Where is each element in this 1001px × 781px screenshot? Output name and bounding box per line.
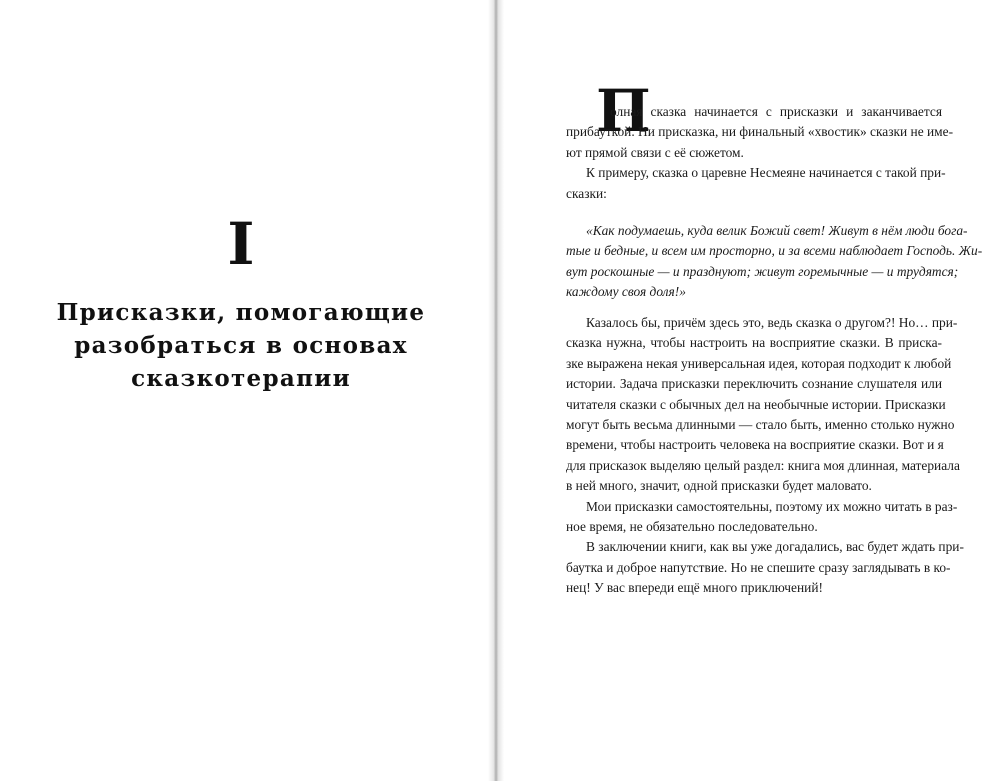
chapter-title-line: разобраться в основах (74, 332, 408, 359)
text-line: читателя сказки с обычных дел на необычные истории. Присказки (566, 396, 946, 412)
epigraph-quote (566, 221, 983, 303)
drop-cap: П (596, 77, 651, 145)
chapter-title (40, 296, 442, 395)
text-line: в ней много, значит, одной присказки будет маловато. (566, 478, 872, 494)
text-line: олная сказка начинается с присказки и заканчивается (610, 104, 942, 119)
text-line: прибауткой. Ни присказка, ни финальный «хвостик» сказки не име- (566, 124, 954, 140)
book-gutter (488, 0, 504, 781)
text-line: могут быть весьма длинными — стало быть, именно столько нужно (566, 416, 955, 432)
text-line: зке выражена некая универсальная идея, которая подходит к любой (566, 355, 952, 371)
text-line: Мои присказки самостоятельны, поэтому их можно читать в раз- (586, 498, 958, 514)
text-line: для присказок выделяю целый раздел: книга моя длинная, материала (566, 457, 960, 473)
intro-paragraphs (566, 102, 954, 204)
text-line: ное время, не обязательно последовательно. (566, 518, 818, 534)
text-line: К примеру, сказка о царевне Несмеяне начинается с такой при- (586, 165, 946, 181)
text-line: сказка нужна, чтобы настроить на восприятие сказки. В приска- (566, 335, 942, 351)
quote-line: «Как подумаешь, куда велик Божий свет! Живут в нём люди бога- (586, 223, 968, 238)
chapter-title-line: сказкотерапии (131, 365, 351, 392)
text-line: баутка и доброе напутствие. Но не спешите сразу заглядывать в ко- (566, 559, 951, 575)
text-line: сказки: (566, 185, 607, 201)
body-paragraphs (566, 313, 964, 598)
text-line: времени, чтобы настроить человека на восприятие сказки. Вот и я (566, 437, 944, 453)
text-line: ют прямой связи с её сюжетом. (566, 144, 744, 160)
quote-line: каждому своя доля!» (566, 284, 686, 300)
text-line: В заключении книги, как вы уже догадались, вас будет ждать при- (586, 539, 964, 555)
text-line: Казалось бы, причём здесь это, ведь сказка о другом?! Но… при- (586, 315, 958, 330)
quote-line: вут роскошные — и празднуют; живут горемычные — и трудятся; (566, 263, 959, 279)
chapter-numeral: I (227, 210, 255, 278)
text-line: нец! У вас впереди ещё много приключений! (566, 580, 823, 596)
chapter-title-line: Присказки, помогающие (56, 299, 426, 326)
text-line: истории. Задача присказки переключить сознание слушателя или (566, 376, 942, 392)
quote-line: тые и бедные, и всем им просторно, и за всеми наблюдает Господь. Жи- (566, 243, 983, 259)
